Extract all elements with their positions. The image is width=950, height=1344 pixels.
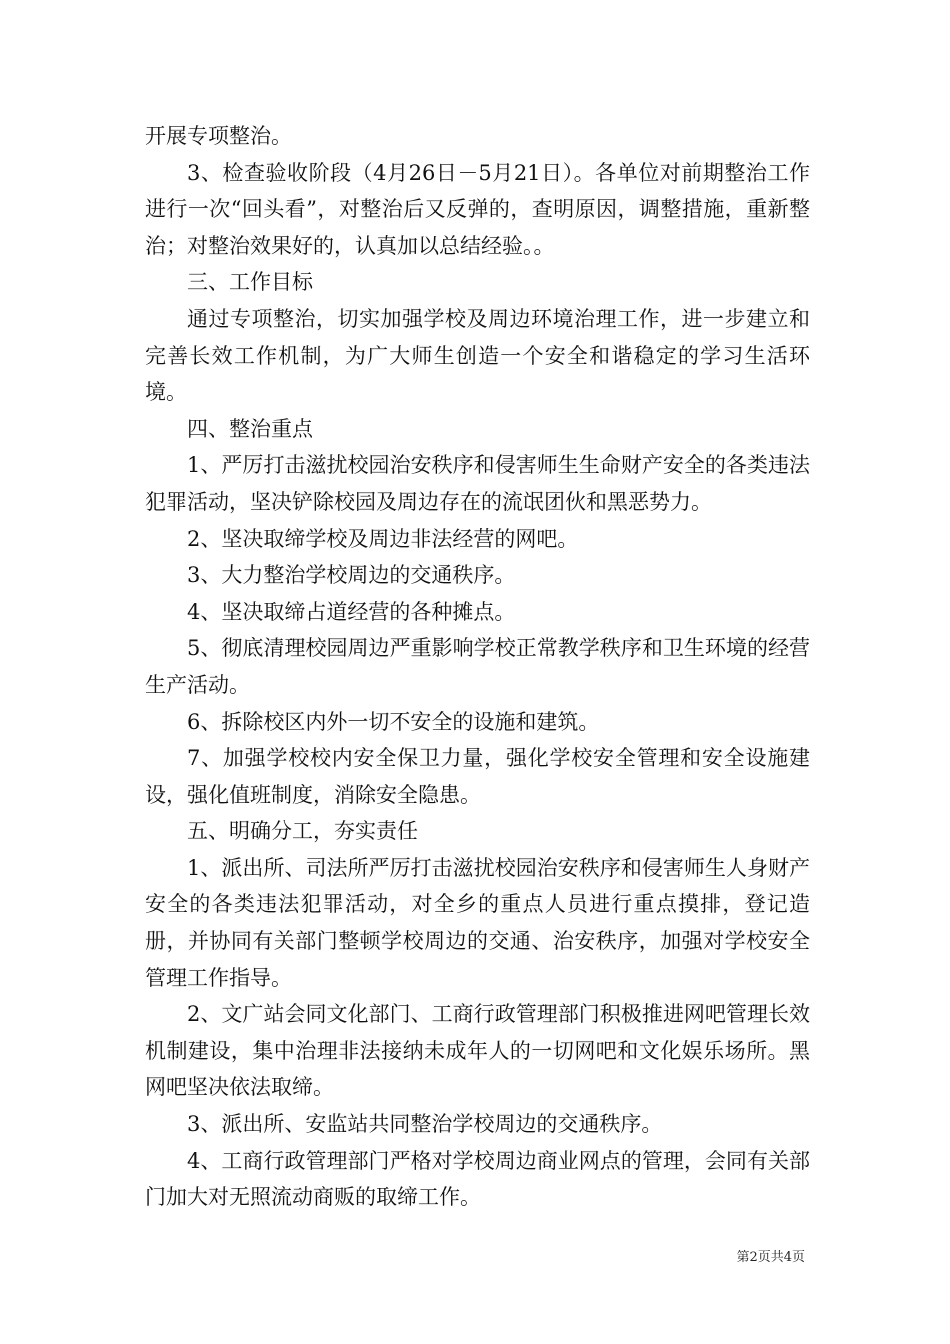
list-item-focus-2: 2、坚决取缔学校及周边非法经营的网吧。 bbox=[187, 526, 579, 551]
list-item-focus-3: 3、大力整治学校周边的交通秩序。 bbox=[187, 563, 516, 588]
list-item-responsibility-1: 1、派出所、司法所严厉打击滋扰校园治安秩序和侵害师生人身财产安全的各类违法犯罪活动，对全乡的重点人员进行重点摸排，登记造册，并协同有关部门整顿学校周边的交通、治安秩序，加强对学校安全管理工作指导。 bbox=[145, 855, 810, 990]
paragraph-inspection-stage: 3、检查验收阶段（4月26日－5月21日）。各单位对前期整治工作进行一次“回头看”，对整治后又反弹的，查明原因，调整措施，重新整治；对整治效果好的，认真加以总结经验。。 bbox=[145, 160, 810, 258]
list-item-focus-4: 4、坚决取缔占道经营的各种摊点。 bbox=[187, 599, 516, 624]
list-item-responsibility-4: 4、工商行政管理部门严格对学校周边商业网点的管理，会同有关部门加大对无照流动商贩的取缔工作。 bbox=[145, 1148, 810, 1210]
list-item-focus-7: 7、加强学校校内安全保卫力量，强化学校安全管理和安全设施建设，强化值班制度，消除安全隐患。 bbox=[145, 746, 810, 807]
page-number: 第2页共4页 bbox=[736, 1250, 805, 1265]
document-body bbox=[145, 118, 810, 1216]
paragraph-continuation: 开展专项整治。 bbox=[145, 124, 292, 148]
list-item-responsibility-2: 2、文广站会同文化部门、工商行政管理部门积极推进网吧管理长效机制建设，集中治理非法接纳未成年人的一切网吧和文化娱乐场所。黑网吧坚决依法取缔。 bbox=[145, 1002, 810, 1100]
list-item-focus-1: 1、严厉打击滋扰校园治安秩序和侵害师生生命财产安全的各类违法犯罪活动，坚决铲除校园及周边存在的流氓团伙和黑恶势力。 bbox=[145, 453, 810, 514]
section-heading-focus: 四、整治重点 bbox=[187, 416, 313, 441]
section-heading-goals: 三、工作目标 bbox=[187, 270, 313, 295]
list-item-focus-6: 6、拆除校区内外一切不安全的设施和建筑。 bbox=[187, 709, 600, 734]
list-item-responsibility-3: 3、派出所、安监站共同整治学校周边的交通秩序。 bbox=[187, 1112, 663, 1137]
paragraph-goals: 通过专项整治，切实加强学校及周边环境治理工作，进一步建立和完善长效工作机制，为广大师生创造一个安全和谐稳定的学习生活环境。 bbox=[145, 306, 810, 405]
section-heading-responsibility: 五、明确分工，夯实责任 bbox=[187, 819, 418, 844]
list-item-focus-5: 5、彻底清理校园周边严重影响学校正常教学秩序和卫生环境的经营生产活动。 bbox=[145, 636, 810, 697]
